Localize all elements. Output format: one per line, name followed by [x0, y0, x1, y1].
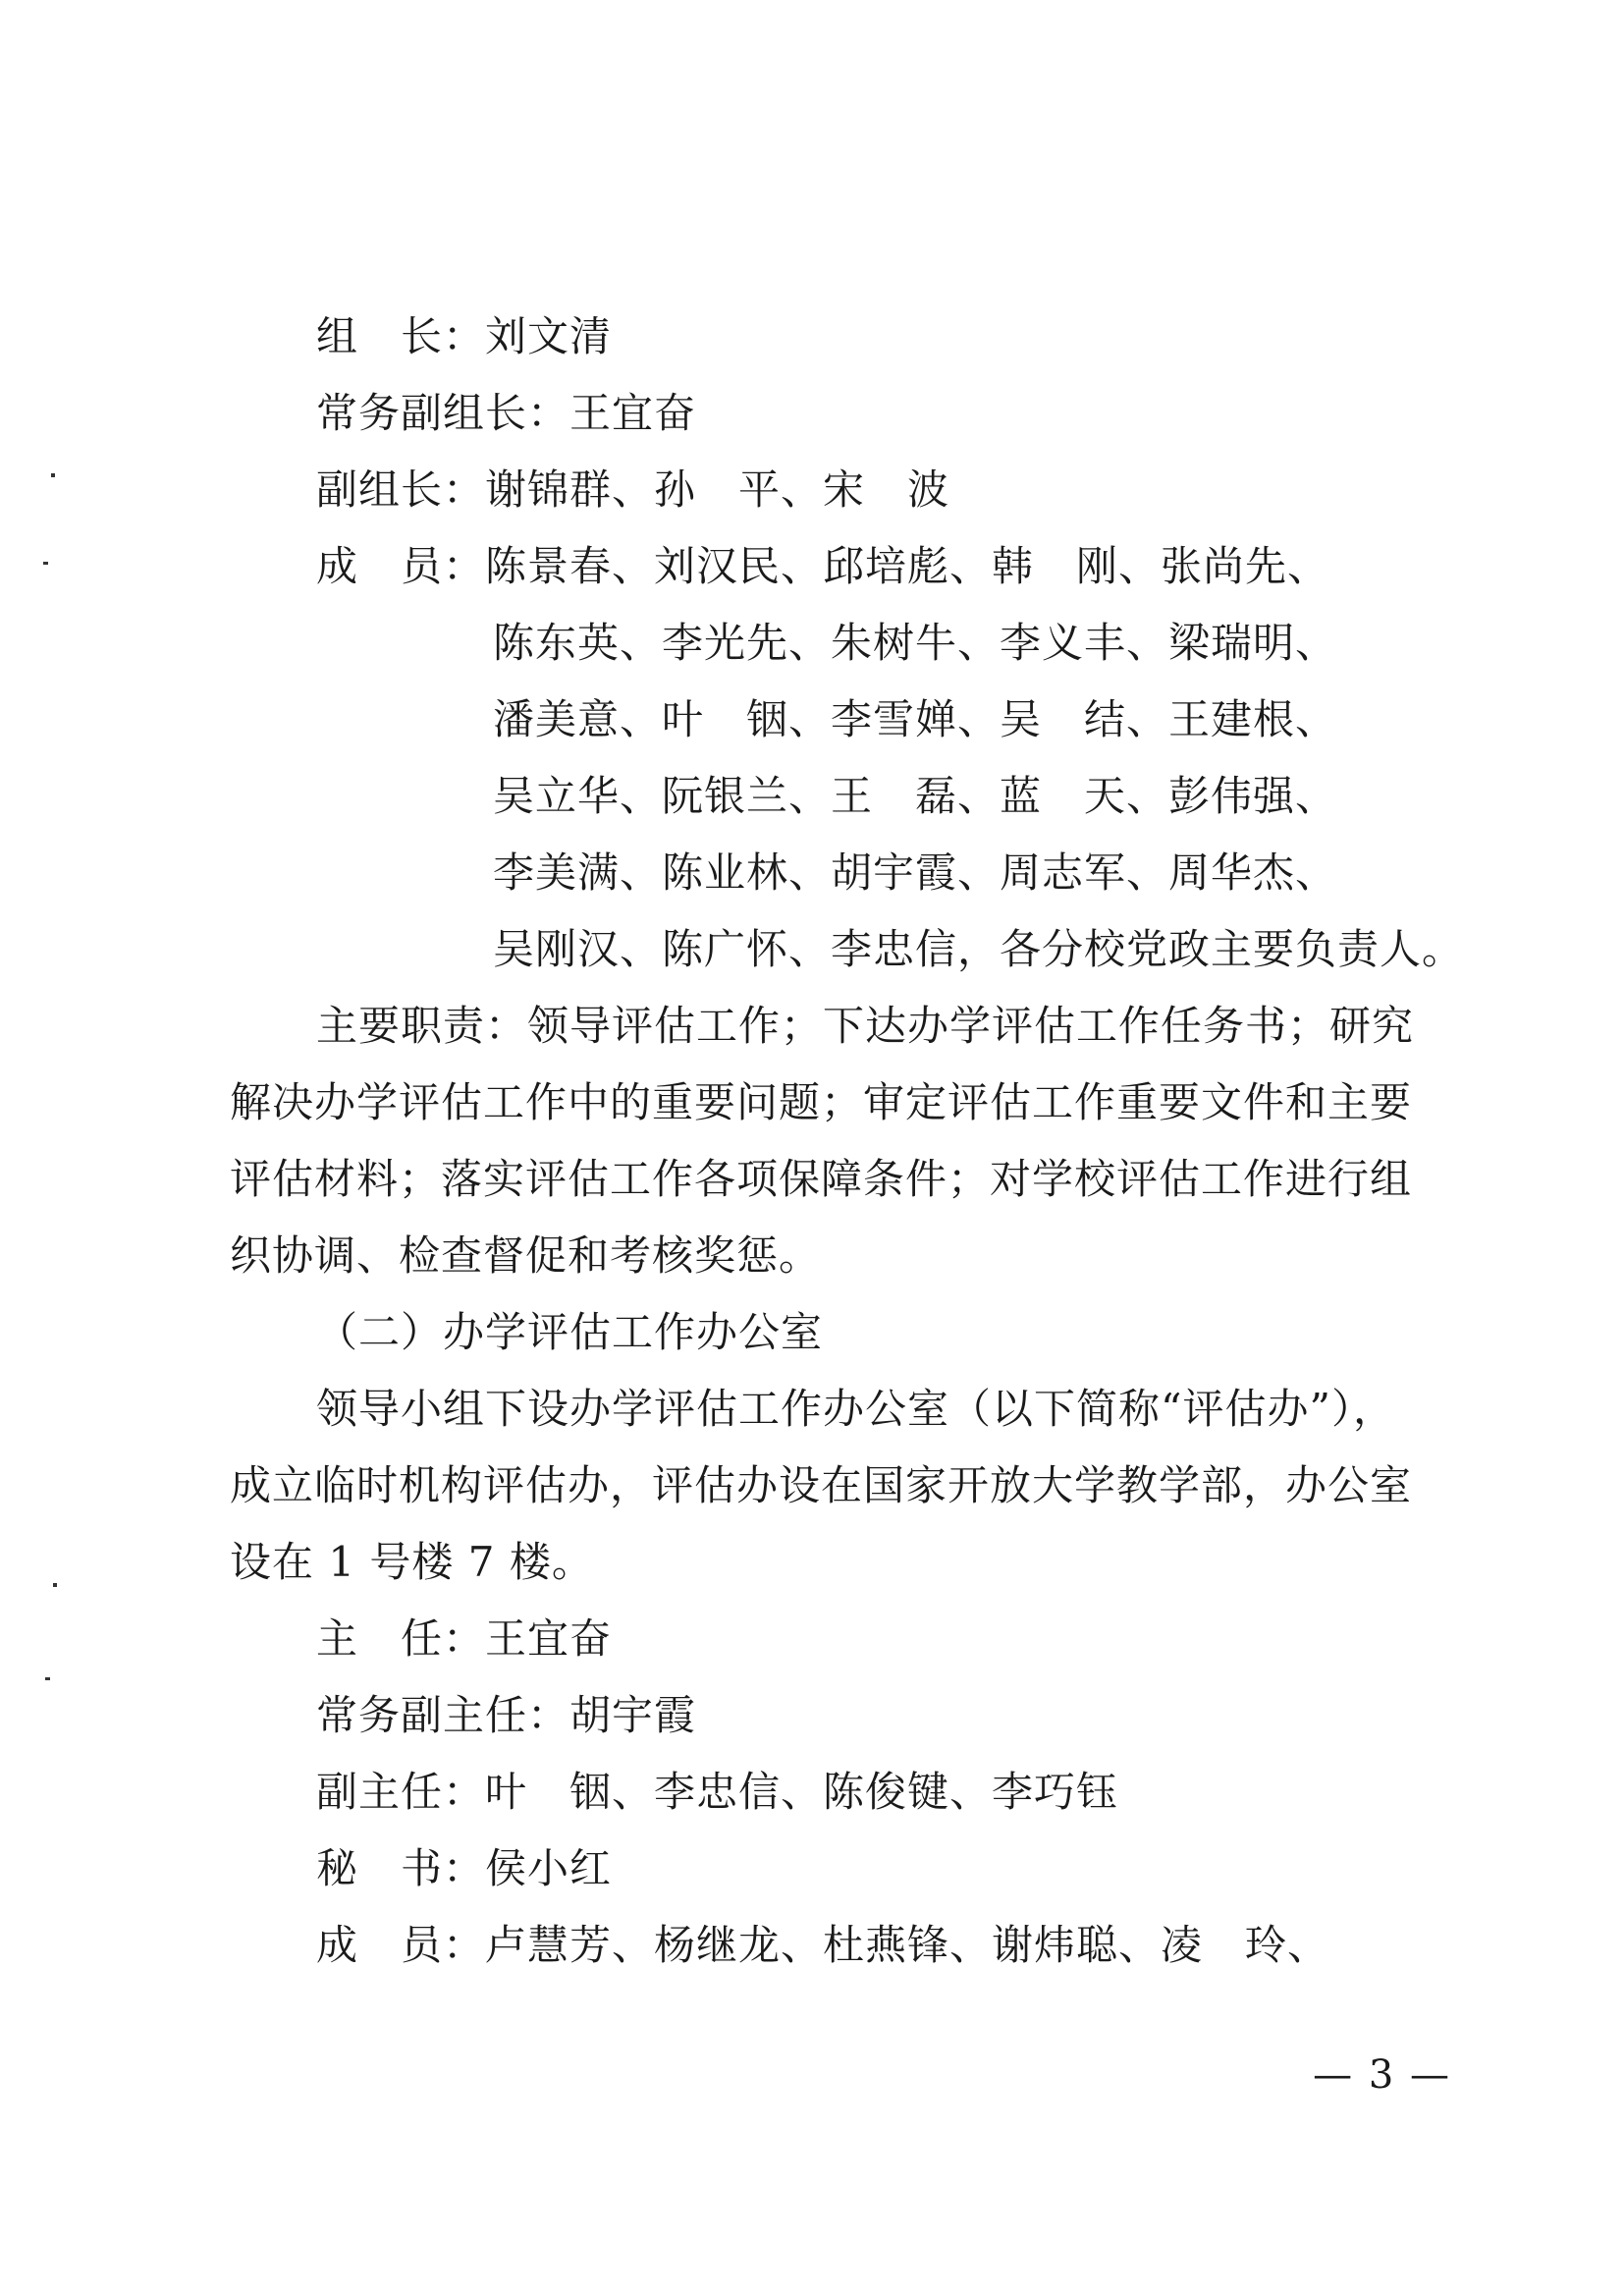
group-duties-line: 织协调、检查督促和考核奖惩。 [230, 1231, 822, 1280]
scan-mark [45, 1677, 50, 1680]
group-members-line: 陈东英、李光先、朱树牛、李义丰、梁瑞明、 [493, 619, 1338, 667]
scan-mark [53, 1583, 57, 1587]
group-members-line: 吴刚汉、陈广怀、李忠信，各分校党政主要负责人。 [493, 925, 1465, 973]
office-heading: （二）办学评估工作办公室 [316, 1308, 824, 1356]
group-duties-line: 主要职责：领导评估工作；下达办学评估工作任务书；研究 [316, 1002, 1415, 1050]
page-number: — 3 — [1313, 2052, 1451, 2098]
group-members-line: 李美满、陈业林、胡宇霞、周志军、周华杰、 [493, 848, 1338, 897]
group-deputies: 副组长：谢锦群、孙 平、宋 波 [316, 465, 950, 514]
office-exec-deputy: 常务副主任：胡宇霞 [316, 1691, 697, 1739]
office-intro-line: 领导小组下设办学评估工作办公室（以下简称“评估办”）， [316, 1385, 1395, 1433]
group-members-line: 成 员：陈景春、刘汉民、邱培彪、韩 刚、张尚先、 [316, 542, 1330, 590]
scan-mark [43, 562, 48, 565]
group-duties-line: 评估材料；落实评估工作各项保障条件；对学校评估工作进行组 [230, 1155, 1413, 1203]
office-intro-line: 成立临时机构评估办，评估办设在国家开放大学教学部，办公室 [230, 1461, 1413, 1509]
scan-mark [51, 473, 55, 477]
group-exec-deputy: 常务副组长：王宜奋 [316, 389, 697, 437]
group-members-line: 潘美意、叶 铟、李雪婵、吴 结、王建根、 [493, 695, 1338, 743]
office-secretary: 秘 书：侯小红 [316, 1844, 613, 1892]
office-intro-line: 设在 1 号楼 7 楼。 [230, 1538, 594, 1586]
group-leader: 组 长：刘文清 [316, 312, 613, 360]
office-deputies: 副主任：叶 铟、李忠信、陈俊键、李巧钰 [316, 1768, 1119, 1816]
office-members: 成 员：卢慧芳、杨继龙、杜燕锋、谢炜聪、凌 玲、 [316, 1921, 1330, 1969]
office-director: 主 任：王宜奋 [316, 1614, 613, 1663]
group-members-line: 吴立华、阮银兰、王 磊、蓝 天、彭伟强、 [493, 772, 1338, 820]
group-duties-line: 解决办学评估工作中的重要问题；审定评估工作重要文件和主要 [230, 1078, 1413, 1126]
